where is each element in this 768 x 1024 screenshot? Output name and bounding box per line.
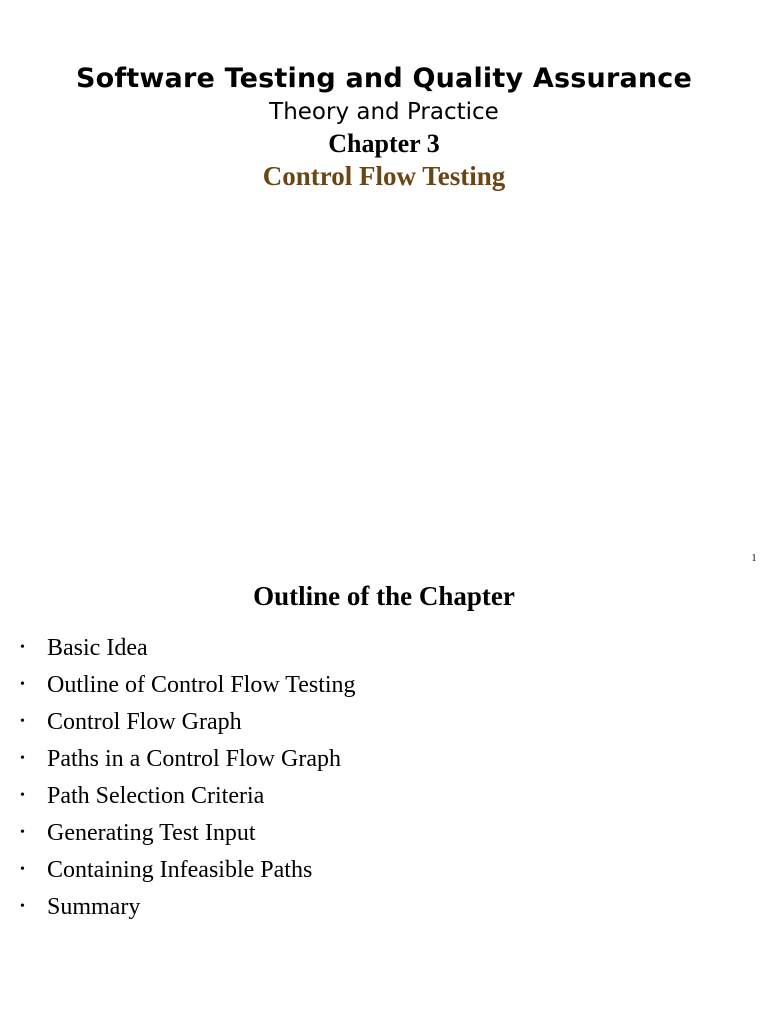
document-subtitle: Theory and Practice (269, 99, 499, 125)
bullet-icon: • (20, 788, 25, 803)
list-item-text: Outline of Control Flow Testing (47, 672, 356, 699)
bullet-icon: • (20, 898, 25, 914)
list-item (20, 778, 740, 815)
outline-title: Outline of the Chapter (253, 581, 515, 611)
list-item (20, 704, 740, 741)
list-item-text: Control Flow Graph (47, 709, 242, 736)
list-item-text: Basic Idea (47, 635, 148, 662)
bullet-icon: • (20, 677, 25, 693)
list-item (20, 888, 740, 925)
list-item-text: Containing Infeasible Paths (47, 856, 313, 883)
outline-list (20, 630, 740, 925)
chapter-label: Chapter 3 (328, 129, 440, 158)
bullet-icon: • (20, 824, 25, 840)
bullet-icon: • (20, 751, 25, 767)
list-item-text: Summary (47, 893, 141, 920)
list-item-text: Generating Test Input (47, 819, 256, 846)
list-item (20, 630, 740, 667)
bullet-icon: • (20, 714, 25, 730)
chapter-topic: Control Flow Testing (262, 161, 506, 191)
bullet-icon: • (20, 640, 25, 656)
list-item-text: Paths in a Control Flow Graph (47, 746, 341, 773)
page-number: 1 (751, 553, 757, 564)
document-title: Software Testing and Quality Assurance (75, 63, 693, 94)
list-item (20, 667, 740, 704)
bullet-icon: • (20, 861, 25, 877)
list-item (20, 814, 740, 851)
list-item-text: Path Selection Criteria (47, 783, 265, 809)
list-item (20, 851, 740, 888)
list-item (20, 741, 740, 778)
